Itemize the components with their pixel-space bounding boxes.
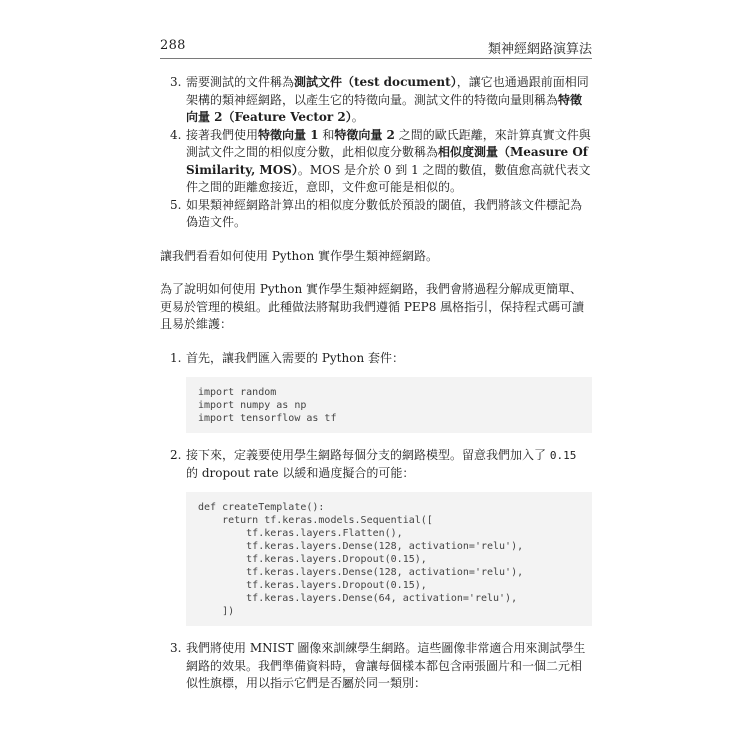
code-line: tf.keras.layers.Dense(64, activation='relu'),: [198, 593, 518, 604]
code-line: import random: [198, 387, 277, 398]
page-number: 288: [160, 38, 186, 53]
list-item-step-4: [160, 127, 592, 197]
term-feature-vector-1: 特徵向量 1: [258, 127, 319, 142]
text-run: 和: [318, 127, 335, 142]
list-item-step-2: [160, 447, 592, 482]
text-run: 需要測試的文件稱為: [186, 75, 295, 89]
text-run: 接著我們使用: [186, 127, 259, 142]
code-line: tf.keras.layers.Dropout(0.15),: [198, 580, 427, 591]
step-text: [186, 127, 592, 197]
code-line: tf.keras.layers.Dense(128, activation='relu'),: [198, 567, 524, 578]
paragraph-modules: 為了說明如何使用 Python 實作學生類神經網路，我們會將過程分解成更簡單、更易於管理的模組。此種做法將幫助我們遵循 PEP8 風格指引，保持程式碼可讀且易於維護：: [160, 282, 585, 331]
code-line: import numpy as np: [198, 400, 307, 411]
code-block-imports: [186, 377, 592, 433]
list-item-step-1: [160, 350, 592, 368]
text-run: 之間的歐氏距離，來計算真實文件與測試文件之間的相似度分數，此相似度分數稱為: [186, 127, 591, 159]
code-line: tf.keras.layers.Dense(128, activation='relu'),: [198, 541, 524, 552]
step-number: 2.: [170, 448, 182, 462]
numbered-list-step-1: [160, 350, 592, 368]
text-run: 。MOS 是介於 0 到 1 之間的數值，數值愈高就代表文件之間的距離愈接近，意即，文件愈可能是相似的。: [186, 162, 591, 194]
text-run: ，讓它也通過跟前面相同架構的類神經網路，以產生它的特徵向量。測試文件的特徵向量則稱為: [186, 75, 589, 107]
step-text: 我們將使用 MNIST 圖像來訓練學生網路。這些圖像非常適合用來測試學生網路的效果。我們準備資料時，會讓每個樣本都包含兩張圖片和一個二元相似性旗標，用以指示它們是否屬於同一類別：: [186, 641, 586, 690]
code-line: tf.keras.layers.Flatten(),: [198, 528, 403, 539]
term-mos: 相似度測量（Measure Of Similarity, MOS）: [186, 145, 588, 177]
code-line: ]): [198, 606, 235, 617]
step-text: [186, 197, 592, 232]
text-run: 如果類神經網路計算出的相似度分數低於預設的閾值，我們將該文件標記為偽造文件。: [186, 197, 583, 229]
term-test-document: 測試文件（test document）: [294, 75, 457, 89]
step-number: 5.: [170, 197, 182, 212]
text-run: 。: [351, 110, 364, 124]
code-line: def createTemplate():: [198, 502, 325, 513]
code-block-create-template: [186, 492, 592, 626]
page-header: [160, 38, 592, 58]
inline-code: 0.15: [549, 449, 577, 462]
code-line: tf.keras.layers.Dropout(0.15),: [198, 554, 427, 565]
term-feature-vector-2: 特徵向量 2（Feature Vector 2）: [186, 92, 583, 124]
numbered-list-step-3: [160, 640, 592, 693]
list-item-step-5: [160, 197, 592, 232]
text-run: 接下來，定義要使用學生網路每個分支的網路模型。留意我們加入了: [186, 448, 550, 462]
header-divider: [160, 58, 592, 59]
paragraph-intro: 讓我們看看如何使用 Python 實作學生類神經網路。: [160, 248, 438, 263]
numbered-list-steps-3-5: [160, 74, 592, 232]
list-item-step-3: [160, 74, 592, 127]
numbered-list-step-2: [160, 447, 592, 482]
text-run: 的 dropout rate 以緩和過度擬合的可能：: [186, 465, 415, 480]
step-text: [186, 74, 592, 127]
page-body: [160, 74, 592, 693]
step-number: 1.: [170, 350, 182, 365]
step-text: 首先，讓我們匯入需要的 Python 套件：: [186, 350, 404, 365]
running-header-title: 類神經網路演算法: [487, 42, 592, 57]
code-line: return tf.keras.models.Sequential([: [198, 515, 433, 526]
code-line: import tensorflow as tf: [198, 413, 337, 424]
step-number: 3.: [170, 75, 182, 89]
step-number: 3.: [170, 641, 182, 655]
step-text: [186, 447, 592, 482]
step-number: 4.: [170, 127, 182, 142]
list-item-step-3-mnist: [160, 640, 592, 693]
term-feature-vector-2: 特徵向量 2: [334, 127, 395, 142]
